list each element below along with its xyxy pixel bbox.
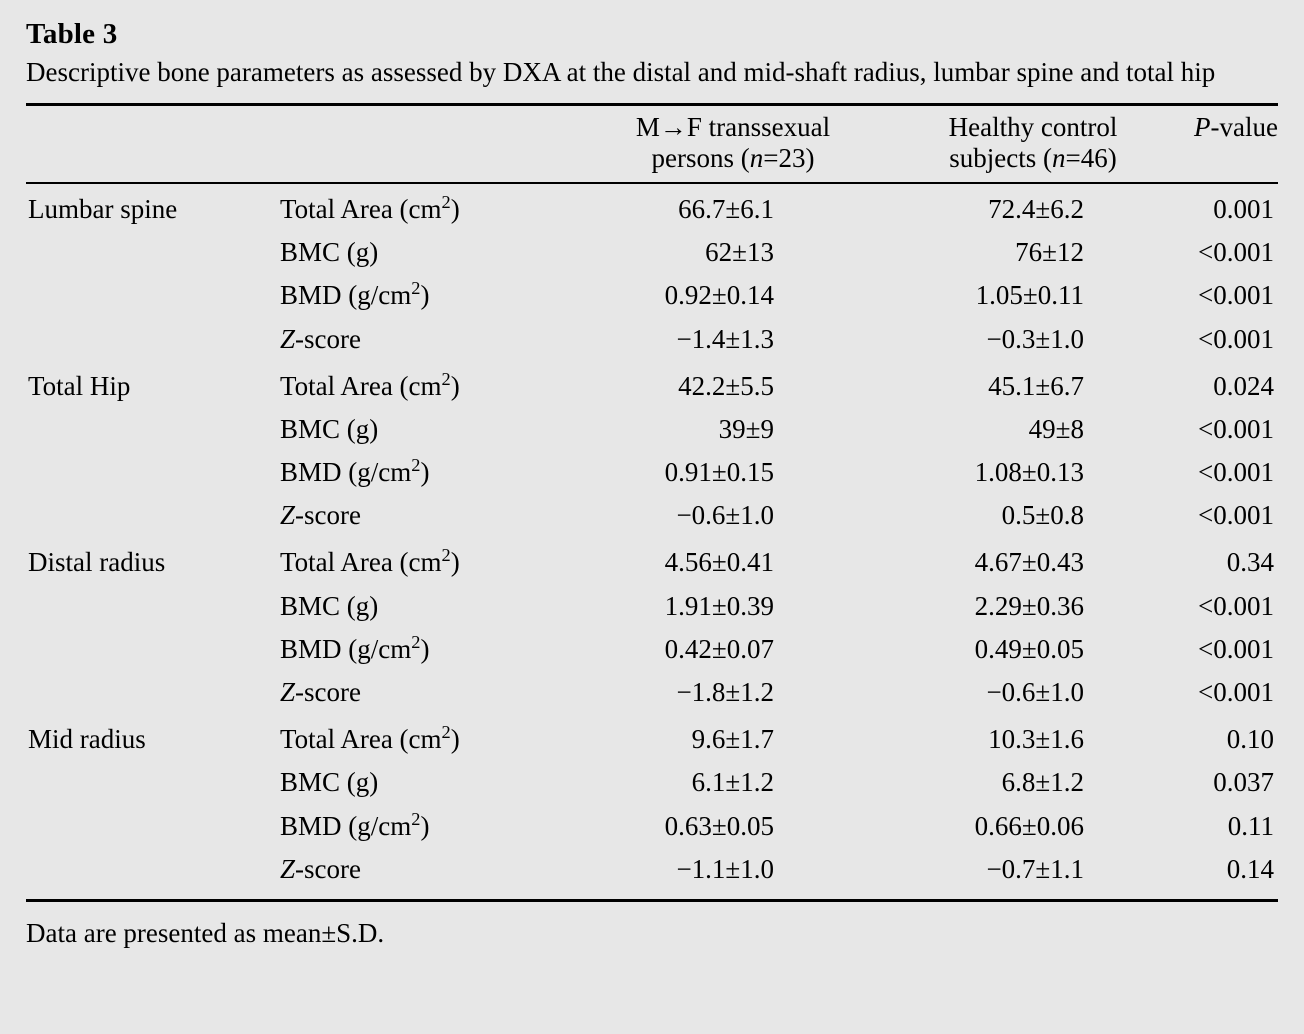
row-parameter: Z-score [280,854,361,885]
row-group-label: Total Hip [28,370,131,401]
row-value-control: 45.1±6.7 [988,370,1084,401]
row-group-label [26,494,280,537]
row-pvalue: <0.001 [1198,457,1274,488]
row-group-label [26,274,280,317]
header-control-line2: subjects (n=46) [949,142,1117,173]
row-value-control: 2.29±0.36 [974,590,1084,621]
bone-parameters-table [26,103,1278,899]
row-pvalue: <0.001 [1198,280,1274,311]
table-row [26,584,1278,627]
row-value-transsexual: 4.56±0.41 [664,547,774,578]
row-pvalue: <0.001 [1198,323,1274,354]
row-pvalue: <0.001 [1198,413,1274,444]
row-value-transsexual: 39±9 [718,413,774,444]
row-parameter: BMC (g) [280,413,379,444]
row-value-transsexual: 0.92±0.14 [664,280,774,311]
row-parameter: BMD $(g/cm^2)$ [280,808,430,841]
row-parameter: Total Area $(cm^2)$ [280,722,460,755]
table-row [26,183,1278,231]
table-row [26,494,1278,537]
table-footnote-wrap [26,899,1278,949]
table-row [26,761,1278,804]
row-value-transsexual: −1.1±1.0 [676,854,774,885]
row-group-label [26,584,280,627]
row-value-control: −0.3±1.0 [986,323,1084,354]
row-value-transsexual: 6.1±1.2 [691,767,774,798]
row-value-transsexual: 0.42±0.07 [664,633,774,664]
table-caption: Descriptive bone parameters as assessed by DXA at the distal and mid-shaft radius, lumbar spine and total hip [26,57,1216,88]
row-parameter: BMC (g) [280,590,379,621]
row-group-label [26,848,280,891]
row-value-transsexual: −1.8±1.2 [676,677,774,708]
table-row [26,407,1278,450]
row-value-control: 1.05±0.11 [975,280,1084,311]
row-group-label [26,231,280,274]
row-group-label: Lumbar spine [28,193,178,224]
row-value-control: −0.7±1.1 [986,854,1084,885]
row-parameter: Total Area $(cm^2)$ [280,545,460,578]
row-group-label [26,407,280,450]
row-pvalue: 0.11 [1227,810,1274,841]
row-pvalue: <0.001 [1198,633,1274,664]
row-pvalue: 0.34 [1226,547,1274,578]
row-pvalue: <0.001 [1198,500,1274,531]
row-parameter: Z-score [280,500,361,531]
row-group-label [26,761,280,804]
row-value-control: 6.8±1.2 [1001,767,1084,798]
table-body [26,183,1278,899]
table-row [26,317,1278,360]
table-row [26,451,1278,494]
row-group-label [26,671,280,714]
header-parameter [280,104,578,183]
table-row [26,848,1278,891]
header-control-line1: Healthy control [948,111,1118,142]
header-transsexual-line1: M→F transsexual [635,111,831,142]
row-value-control: 0.5±0.8 [1001,500,1084,531]
row-value-transsexual: −1.4±1.3 [676,323,774,354]
row-value-control: 10.3±1.6 [988,724,1084,755]
row-group-label [26,804,280,847]
row-value-control: 72.4±6.2 [988,193,1084,224]
table-label: Table 3 [26,18,118,50]
row-pvalue: 0.037 [1213,767,1274,798]
row-pvalue: <0.001 [1198,590,1274,621]
row-value-transsexual: 0.91±0.15 [664,457,774,488]
row-pvalue: 0.14 [1226,854,1274,885]
row-parameter: Z-score [280,323,361,354]
row-value-transsexual: 1.91±0.39 [664,590,774,621]
row-value-transsexual: 42.2±5.5 [678,370,774,401]
row-value-transsexual: −0.6±1.0 [676,500,774,531]
header-pvalue: P-value [1194,111,1278,142]
row-parameter: BMC (g) [280,237,379,268]
row-parameter: BMD $(g/cm^2)$ [280,631,430,664]
row-pvalue: 0.001 [1213,193,1274,224]
row-value-transsexual: 9.6±1.7 [691,724,774,755]
row-group-label [26,451,280,494]
row-value-control: 4.67±0.43 [974,547,1084,578]
row-parameter: BMC (g) [280,767,379,798]
row-value-control: 0.49±0.05 [974,633,1084,664]
row-group-label: Distal radius [28,547,166,578]
row-pvalue: <0.001 [1198,677,1274,708]
table-row [26,537,1278,584]
table-spacer-row [26,891,1278,899]
header-row [26,104,1278,183]
row-parameter: Total Area $(cm^2)$ [280,191,460,224]
row-value-control: 76±12 [1015,237,1084,268]
table-row [26,804,1278,847]
row-group-label: Mid radius [28,724,146,755]
header-transsexual-group [578,104,888,183]
table-row [26,361,1278,408]
row-value-transsexual: 0.63±0.05 [664,810,774,841]
row-value-control: −0.6±1.0 [986,677,1084,708]
row-group-label [26,627,280,670]
row-value-transsexual: 62±13 [705,237,774,268]
row-pvalue: <0.001 [1198,237,1274,268]
table-header [26,104,1278,183]
row-value-control: 0.66±0.06 [974,810,1084,841]
header-transsexual-line2: persons (n=23) [651,142,815,173]
table-row [26,671,1278,714]
row-value-control: 49±8 [1028,413,1084,444]
row-parameter: Z-score [280,677,361,708]
table-row [26,714,1278,761]
header-group [26,104,280,183]
table-row [26,231,1278,274]
table-footnote: Data are presented as mean±S.D. [26,917,385,948]
row-value-control: 1.08±0.13 [974,457,1084,488]
row-parameter: Total Area $(cm^2)$ [280,368,460,401]
row-group-label [26,317,280,360]
header-control-group [888,104,1178,183]
row-pvalue: 0.024 [1213,370,1274,401]
row-parameter: BMD $(g/cm^2)$ [280,455,430,488]
row-parameter: BMD $(g/cm^2)$ [280,278,430,311]
table-row [26,274,1278,317]
row-pvalue: 0.10 [1226,724,1274,755]
table-row [26,627,1278,670]
row-value-transsexual: 66.7±6.1 [678,193,774,224]
